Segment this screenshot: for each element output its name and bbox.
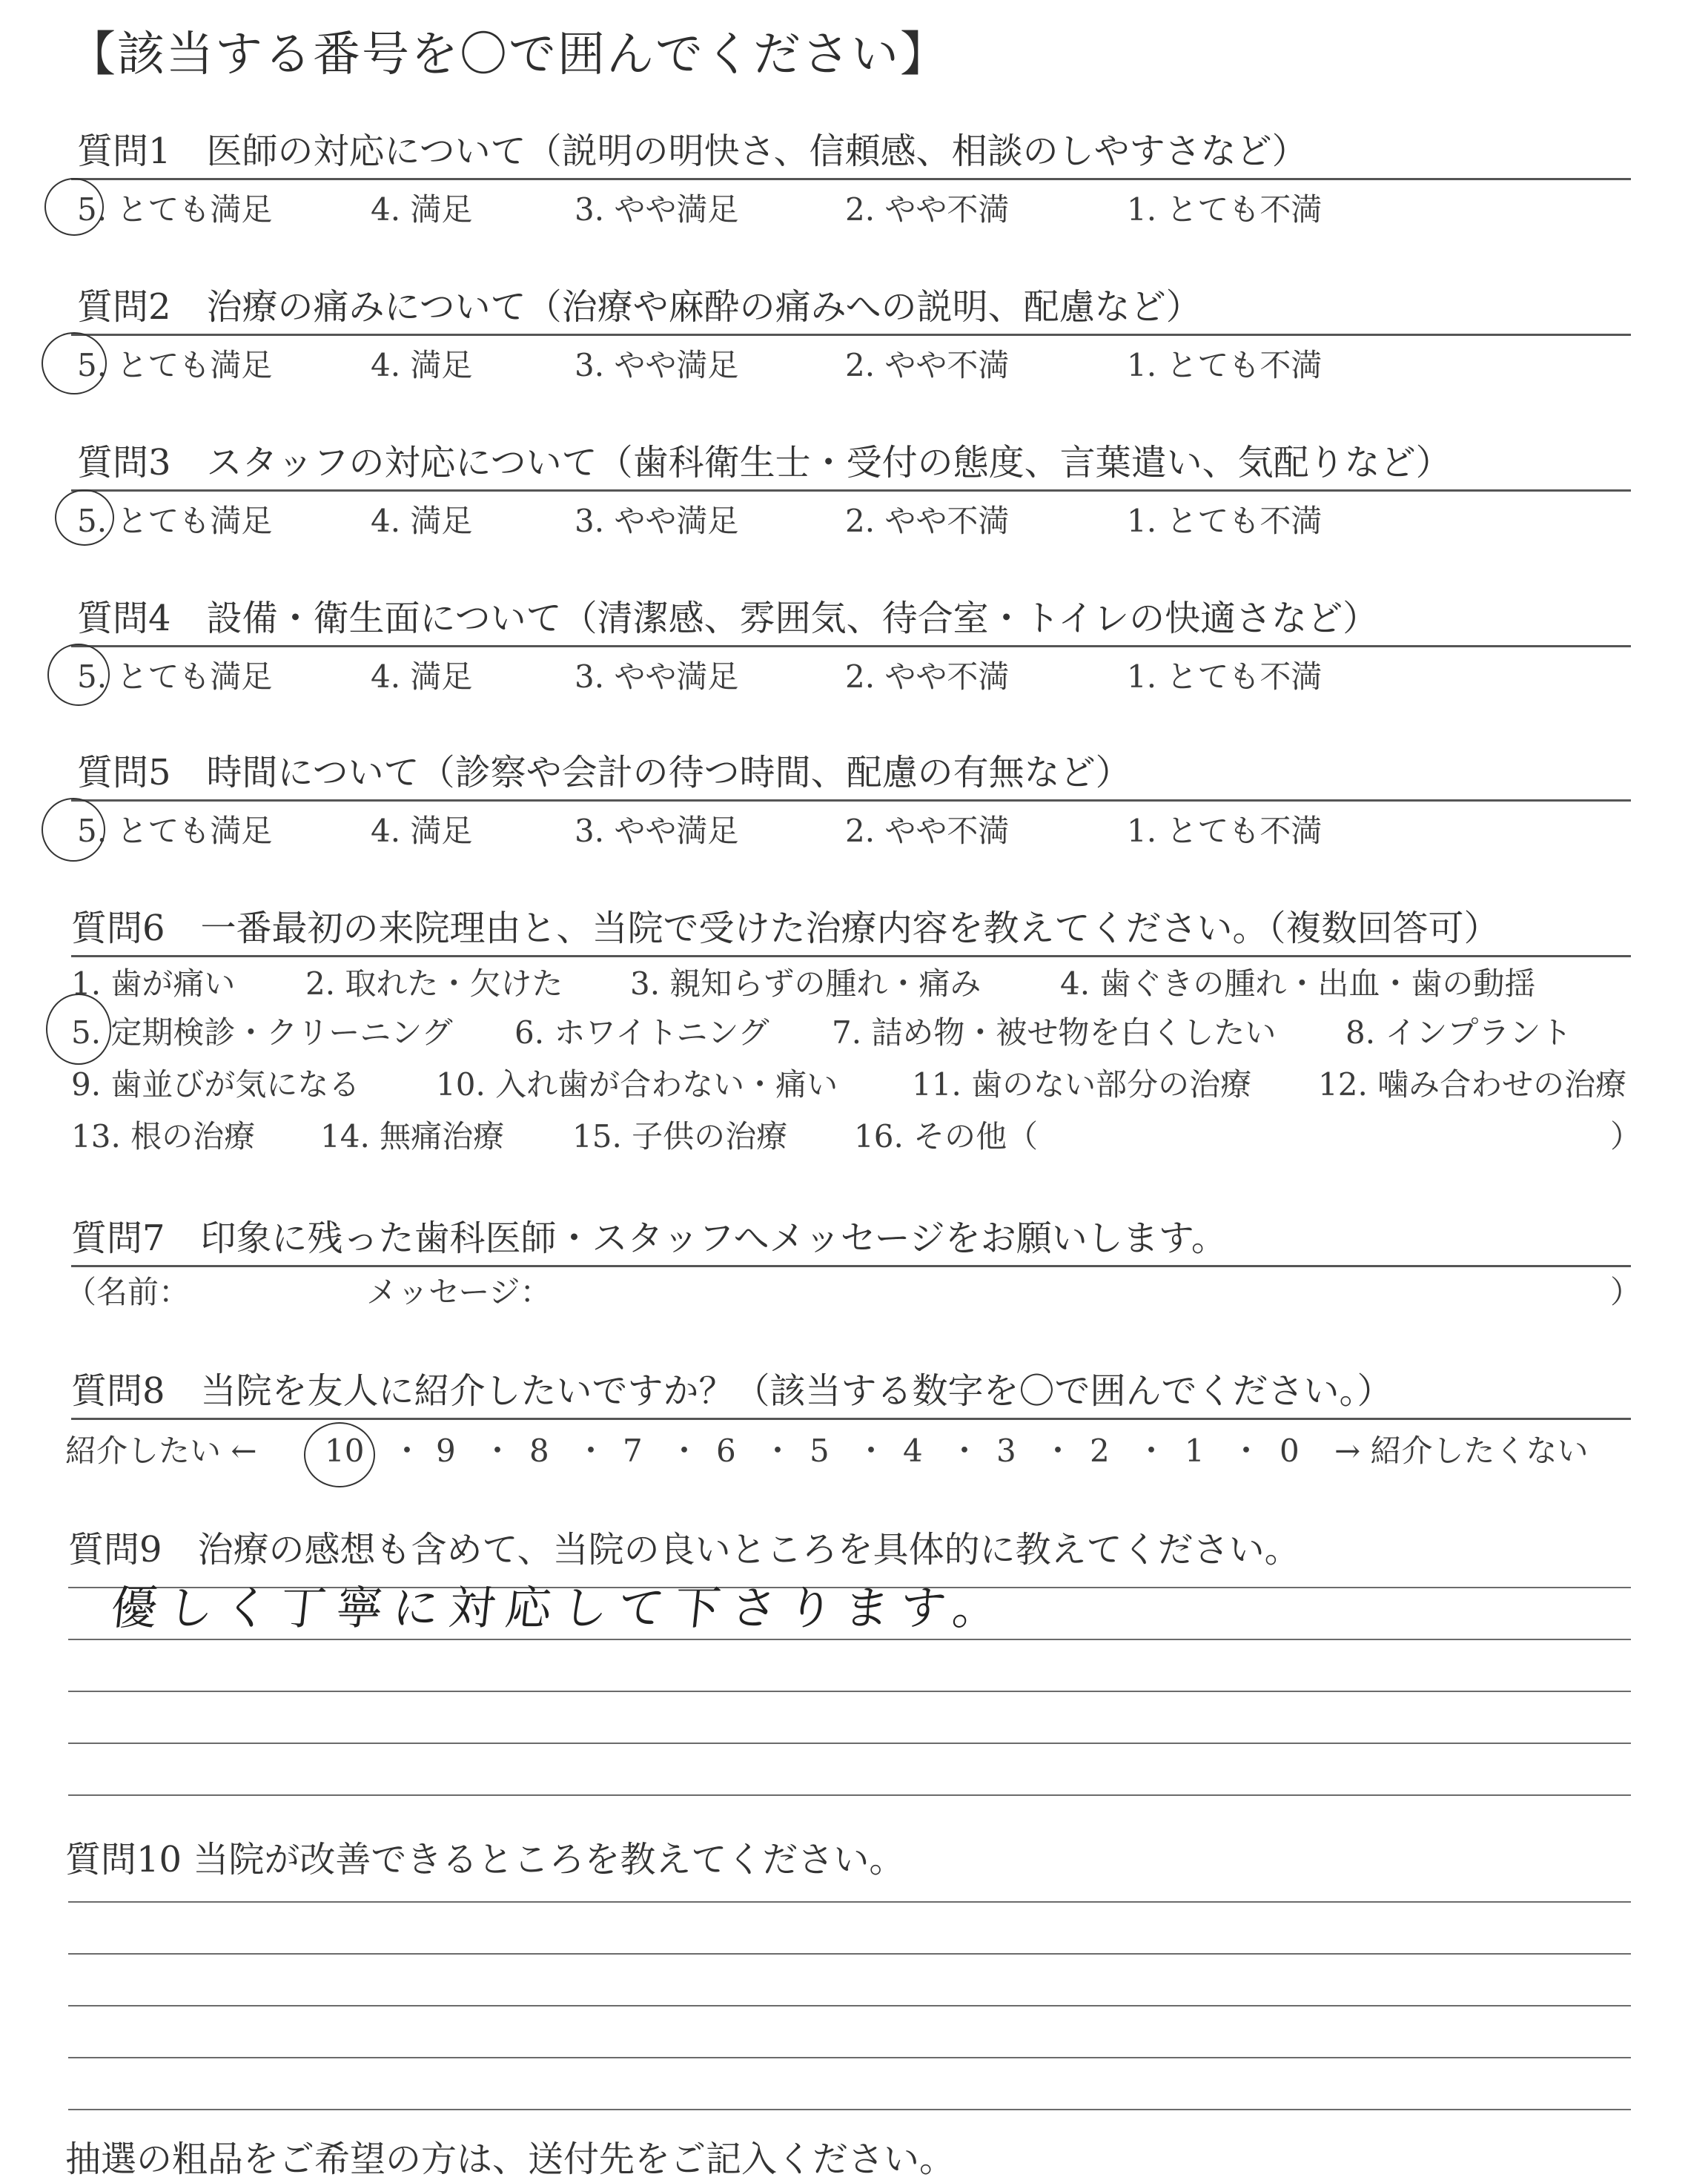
divider <box>71 799 1631 802</box>
footer-note: 抽選の粗品をご希望の方は、送付先をご記入ください。 <box>65 2138 956 2180</box>
option-1[interactable]: 1. とても不満 <box>1127 191 1323 228</box>
reason-option-4[interactable]: 4. 歯ぐきの腫れ・出血・歯の動揺 <box>1060 965 1536 1002</box>
option-3[interactable]: 3. やや満足 <box>575 191 739 228</box>
option-2[interactable]: 2. やや不満 <box>845 813 1010 849</box>
name-label: （名前： <box>65 1274 191 1310</box>
question-title: 質問2 治療の痛みについて（治療や麻酔の痛みへの説明、配慮など） <box>77 286 1202 328</box>
recommend-left-label: 紹介したい ← <box>65 1433 257 1469</box>
reason-option-13[interactable]: 13. 根の治療 <box>71 1118 256 1155</box>
message-label: メッセージ： <box>366 1274 552 1310</box>
reason-option-12[interactable]: 12. 噛み合わせの治療 <box>1318 1066 1627 1103</box>
answer-line <box>68 1639 1631 1640</box>
scale-dot: ・ <box>669 1433 701 1469</box>
question-title: 質問6 一番最初の来院理由と、当院で受けた治療内容を教えてください。（複数回答可） <box>71 908 1500 949</box>
option-5[interactable]: 5. とても満足 <box>77 658 273 695</box>
option-5[interactable]: 5. とても満足 <box>77 813 273 849</box>
answer-line <box>68 1691 1631 1692</box>
reason-option-15[interactable]: 15. 子供の治療 <box>572 1118 788 1155</box>
scale-0[interactable]: 0 <box>1280 1433 1300 1469</box>
scale-dot: ・ <box>1136 1433 1168 1469</box>
option-1[interactable]: 1. とても不満 <box>1127 347 1323 383</box>
answer-line <box>68 1953 1631 1955</box>
answer-line <box>68 2005 1631 2006</box>
scale-10[interactable]: 10 <box>325 1433 365 1469</box>
reason-option-10[interactable]: 10. 入れ歯が合わない・痛い <box>436 1066 838 1103</box>
close-paren: ） <box>1610 1274 1642 1310</box>
reason-option-5[interactable]: 5. 定期検診・クリーニング <box>71 1014 453 1051</box>
question-title: 質問5 時間について（診察や会計の待つ時間、配慮の有無など） <box>77 752 1131 793</box>
scale-dot: ・ <box>1042 1433 1074 1469</box>
recommend-right-label: → 紹介したくない <box>1334 1433 1589 1469</box>
option-1[interactable]: 1. とても不満 <box>1127 503 1323 539</box>
scale-7[interactable]: 7 <box>623 1433 643 1469</box>
answer-line <box>68 2109 1631 2110</box>
option-2[interactable]: 2. やや不満 <box>845 503 1010 539</box>
reason-option-2[interactable]: 2. 取れた・欠けた <box>305 965 563 1002</box>
reason-option-6[interactable]: 6. ホワイトニング <box>514 1014 769 1051</box>
option-3[interactable]: 3. やや満足 <box>575 347 739 383</box>
option-4[interactable]: 4. 満足 <box>371 503 473 539</box>
question-title: 質問8 当院を友人に紹介したいですか？（該当する数字を〇で囲んでください。） <box>71 1370 1393 1412</box>
scale-8[interactable]: 8 <box>529 1433 549 1469</box>
divider <box>71 1265 1631 1267</box>
question-title: 質問1 医師の対応について（説明の明快さ、信頼感、相談のしやすさなど） <box>77 131 1308 172</box>
scale-dot: ・ <box>391 1433 423 1469</box>
option-4[interactable]: 4. 満足 <box>371 191 473 228</box>
option-3[interactable]: 3. やや満足 <box>575 503 739 539</box>
option-2[interactable]: 2. やや不満 <box>845 658 1010 695</box>
scale-5[interactable]: 5 <box>810 1433 830 1469</box>
divider <box>71 489 1631 492</box>
scale-dot: ・ <box>1231 1433 1262 1469</box>
scale-dot: ・ <box>762 1433 794 1469</box>
option-1[interactable]: 1. とても不満 <box>1127 813 1323 849</box>
answer-area[interactable] <box>68 1898 1631 1943</box>
option-2[interactable]: 2. やや不満 <box>845 191 1010 228</box>
option-3[interactable]: 3. やや満足 <box>575 813 739 849</box>
question-title: 質問4 設備・衛生面について（清潔感、雰囲気、待合室・トイレの快適さなど） <box>77 598 1379 639</box>
reason-option-16[interactable]: 16. その他（ <box>854 1118 1039 1155</box>
scale-3[interactable]: 3 <box>996 1433 1016 1469</box>
reason-option-1[interactable]: 1. 歯が痛い <box>71 965 236 1002</box>
divider <box>71 1418 1631 1420</box>
reason-option-9[interactable]: 9. 歯並びが気になる <box>71 1066 360 1103</box>
option-4[interactable]: 4. 満足 <box>371 813 473 849</box>
scale-dot: ・ <box>855 1433 887 1469</box>
reason-option-7[interactable]: 7. 詰め物・被せ物を白くしたい <box>832 1014 1277 1051</box>
answer-line <box>68 1901 1631 1903</box>
option-4[interactable]: 4. 満足 <box>371 658 473 695</box>
divider <box>71 178 1631 180</box>
divider <box>71 645 1631 647</box>
answer-line <box>68 1743 1631 1744</box>
scale-dot: ・ <box>482 1433 514 1469</box>
option-2[interactable]: 2. やや不満 <box>845 347 1010 383</box>
scale-2[interactable]: 2 <box>1090 1433 1110 1469</box>
answer-line <box>68 2057 1631 2058</box>
option-4[interactable]: 4. 満足 <box>371 347 473 383</box>
question-title: 質問7 印象に残った歯科医師・スタッフへメッセージをお願いします。 <box>71 1218 1227 1259</box>
divider <box>71 955 1631 957</box>
scale-4[interactable]: 4 <box>903 1433 923 1469</box>
reason-option-8[interactable]: 8. インプラント <box>1345 1014 1572 1051</box>
scale-1[interactable]: 1 <box>1185 1433 1205 1469</box>
close-paren: ） <box>1610 1118 1642 1155</box>
answer-line <box>68 1794 1631 1796</box>
option-3[interactable]: 3. やや満足 <box>575 658 739 695</box>
scale-dot: ・ <box>575 1433 607 1469</box>
option-5[interactable]: 5. とても満足 <box>77 347 273 383</box>
option-5[interactable]: 5. とても満足 <box>77 503 273 539</box>
reason-option-14[interactable]: 14. 無痛治療 <box>320 1118 505 1155</box>
scale-dot: ・ <box>949 1433 981 1469</box>
question-title: 質問10 当院が改善できるところを教えてください。 <box>65 1839 905 1880</box>
handwritten-answer[interactable]: 優しく丁寧に対応して下さります。 <box>108 1581 1012 1635</box>
question-title: 質問9 治療の感想も含めて、当院の良いところを具体的に教えてください。 <box>68 1529 1300 1570</box>
question-title: 質問3 スタッフの対応について（歯科衛生士・受付の態度、言葉遣い、気配りなど） <box>77 442 1452 483</box>
reason-option-11[interactable]: 11. 歯のない部分の治療 <box>912 1066 1252 1103</box>
scale-9[interactable]: 9 <box>436 1433 456 1469</box>
option-1[interactable]: 1. とても不満 <box>1127 658 1323 695</box>
scale-6[interactable]: 6 <box>716 1433 736 1469</box>
divider <box>71 334 1631 336</box>
option-5[interactable]: 5. とても満足 <box>77 191 273 228</box>
reason-option-3[interactable]: 3. 親知らずの腫れ・痛み <box>630 965 982 1002</box>
page-header: 【該当する番号を〇で囲んでください】 <box>68 27 949 82</box>
